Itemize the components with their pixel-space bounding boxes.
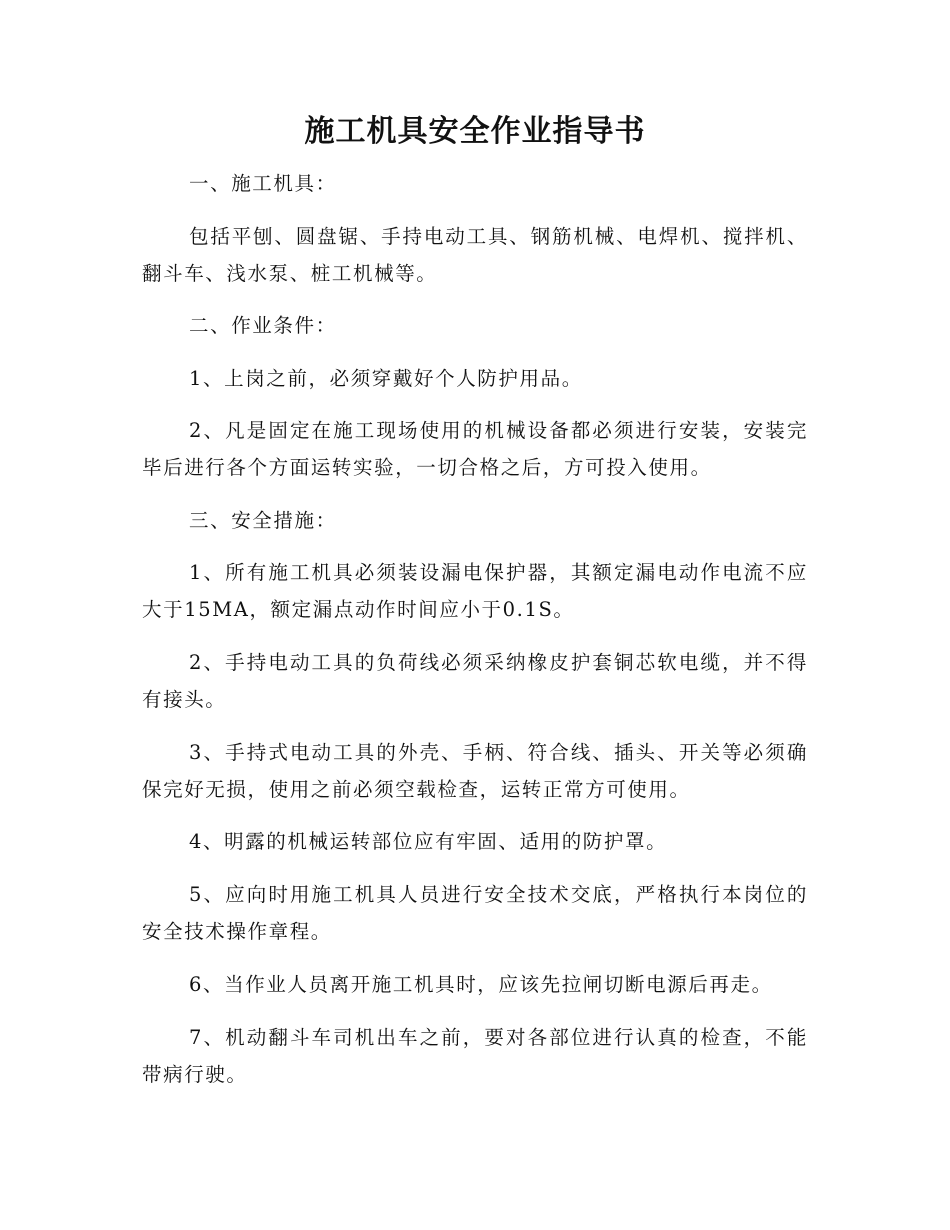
paragraph-condition-1: 1、上岗之前，必须穿戴好个人防护用品。 — [189, 367, 583, 390]
document-title: 施工机具安全作业指导书 — [304, 114, 646, 149]
paragraph-safety-7: 7、机动翻斗车司机出车之前，要对各部位进行认真的检查，不能带病行驶。 — [142, 1026, 808, 1086]
paragraph-safety-1: 1、所有施工机具必须装设漏电保护器，其额定漏电动作电流不应大于15MA，额定漏点动作时间应小于0.1S。 — [142, 561, 808, 621]
paragraph-safety-3: 3、手持式电动工具的外壳、手柄、符合线、插头、开关等必须确保完好无损，使用之前必须空载检查，运转正常方可使用。 — [142, 741, 808, 801]
paragraph-safety-4: 4、明露的机械运转部位应有牢固、适用的防护罩。 — [189, 830, 668, 853]
paragraph-safety-6: 6、当作业人员离开施工机具时，应该先拉闸切断电源后再走。 — [189, 973, 773, 996]
paragraph-safety-5: 5、应向时用施工机具人员进行安全技术交底，严格执行本岗位的安全技术操作章程。 — [142, 883, 808, 943]
section-heading-conditions: 二、作业条件： — [189, 314, 337, 337]
section-heading-tools: 一、施工机具： — [189, 172, 337, 195]
paragraph-safety-2: 2、手持电动工具的负荷线必须采纳橡皮护套铜芯软电缆，并不得有接头。 — [142, 651, 808, 711]
paragraph-tools-list: 包括平刨、圆盘锯、手持电动工具、钢筋机械、电焊机、搅拌机、翻斗车、浅水泵、桩工机械等。 — [142, 225, 808, 285]
paragraph-condition-2: 2、凡是固定在施工现场使用的机械设备都必须进行安装，安装完毕后进行各个方面运转实验，一切合格之后，方可投入使用。 — [142, 419, 808, 479]
section-heading-safety: 三、安全措施： — [189, 509, 337, 532]
